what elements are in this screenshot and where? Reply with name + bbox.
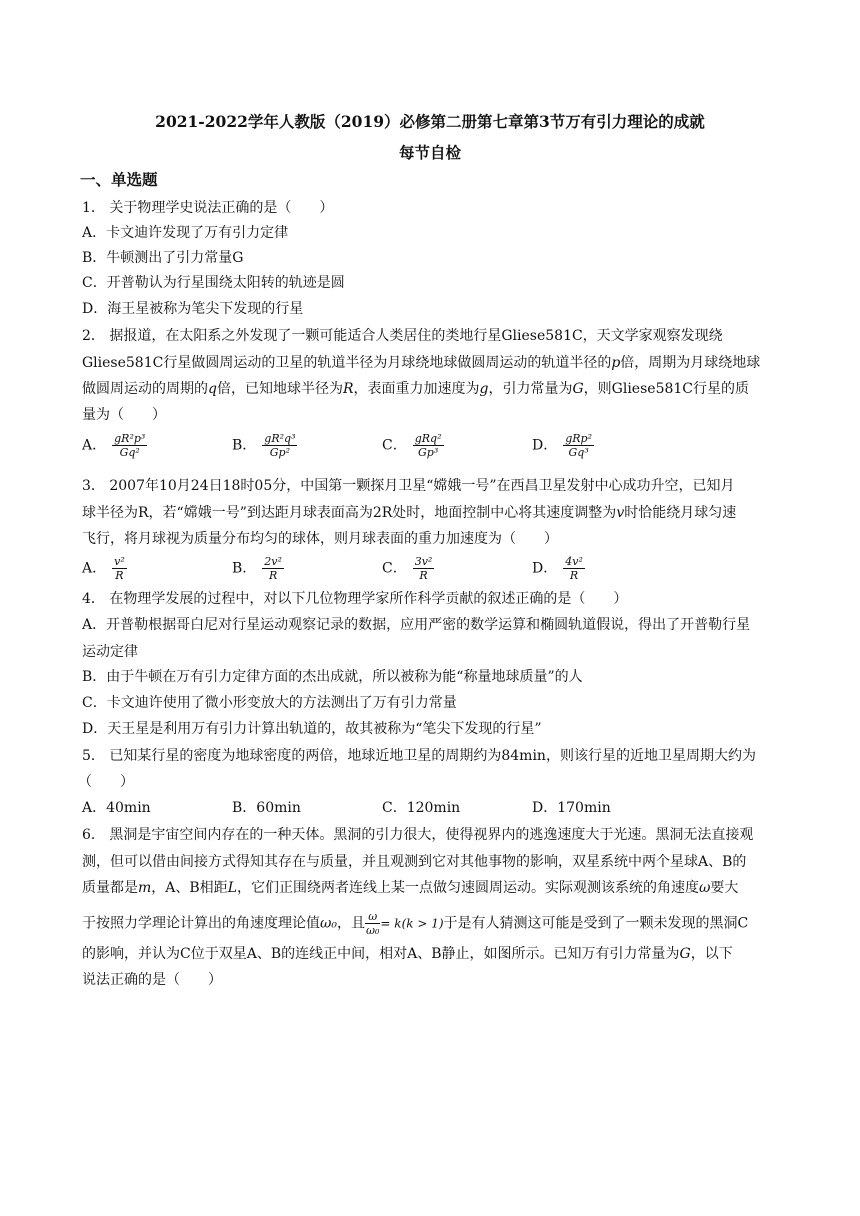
q5-line-2: （ ） <box>78 774 134 790</box>
q2-line-3: 做圆周运动的周期的q倍，已知地球半径为R，表面重力加速度为g，引力常量为G，则Gliese581C行星的质 <box>82 381 749 397</box>
q6-line-3: 质量都是m，A、B相距L，它们正围绕两者连线上某一点做匀速圆周运动。实际观测该系统的角速度ω要大 <box>82 880 739 896</box>
q5-option-d: D．170min <box>532 800 611 816</box>
q3-line-2: 球半径为R，若“嫦娥一号”到达距月球表面高为2R处时，地面控制中心将其速度调整为v时恰能绕月球匀速 <box>82 505 737 521</box>
q6-omega-ratio: $\frac{\omega}{\text{ω₀}}$ <box>366 910 380 937</box>
q1-option-a: A．卡文迪许发现了万有引力定律 <box>82 225 289 241</box>
q3-line-3: 飞行，将月球视为质量分布均匀的球体，则月球表面的重力加速度为（ ） <box>82 531 558 547</box>
q2-option-d: D． $\frac{\text{gRp²}}{\text{Gq³}}$ <box>532 432 593 459</box>
q3-option-c: C． $\frac{\text{3v²}}{R}$ <box>382 555 433 582</box>
q2-option-c: C． $\frac{\text{gRq²}}{\text{Gp³}}$ <box>382 432 442 459</box>
q5-option-c: C．120min <box>382 800 461 816</box>
q5-option-b: B．60min <box>232 800 301 816</box>
q2-option-a: A． $\frac{\text{gR²p³}}{\text{Gq²}}$ <box>82 432 146 459</box>
document-title: 2021-2022学年人教版（2019）必修第二册第七章第3节万有引力理论的成就 <box>155 112 705 131</box>
q1-option-c: C．开普勒认为行星围绕太阳转的轨迹是圆 <box>82 275 345 291</box>
q1-option-b: B．牛顿测出了引力常量G <box>82 250 244 266</box>
q5-option-a: A．40min <box>82 800 151 816</box>
q3-option-b: B． $\frac{\text{2v²}}{R}$ <box>232 555 282 582</box>
q6-line-4: 于按照力学理论计算出的角速度理论值ω₀，且 $\frac{\omega}{\text{ω₀}}$ = k(k > 1)于是有人猜测这可能是受到了一颗未发现的黑洞C <box>82 910 749 937</box>
q4-option-b: B．由于牛顿在万有引力定律方面的杰出成就，所以被称为能“称量地球质量”的人 <box>82 669 583 685</box>
q6-line-2: 测，但可以借由间接方式得知其存在与质量，并且观测到它对其他事物的影响，双星系统中两个星球A、B的 <box>82 854 747 870</box>
q2-var-p: p <box>611 355 621 371</box>
q4-option-a-line-2: 运动定律 <box>82 644 138 660</box>
q2-line-1: 2． 据报道，在太阳系之外发现了一颗可能适合人类居住的类地行星Gliese581C，天文学家观察发现绕 <box>82 328 723 344</box>
q6-line-6: 说法正确的是（ ） <box>82 972 222 988</box>
q3-option-d: D． $\frac{\text{4v²}}{R}$ <box>532 555 583 582</box>
q2-line-4: 量为（ ） <box>82 407 166 423</box>
q4-option-d: D．天王星是利用万有引力计算出轨道的，故其被称为“笔尖下发现的行星” <box>82 721 542 737</box>
q2-line-2: Gliese581C行星做圆周运动的卫星的轨道半径为月球绕地球做圆周运动的轨道半径的p倍，周期为月球绕地球 <box>82 355 761 371</box>
q3-option-a: A． $\frac{\text{v²}}{R}$ <box>82 555 125 582</box>
section-heading: 一、单选题 <box>80 170 158 189</box>
document-subtitle: 每节自检 <box>398 143 461 162</box>
q6-line-5: 的影响，并认为C位于双星A、B的连线正中间，相对A、B静止，如图所示。已知万有引力常量为G，以下 <box>82 946 733 962</box>
q4-option-c: C．卡文迪许使用了微小形变放大的方法测出了万有引力常量 <box>82 695 457 711</box>
q4-stem: 4． 在物理学发展的过程中，对以下几位物理学家所作科学贡献的叙述正确的是（ ） <box>82 591 628 607</box>
q1-option-d: D．海王星被称为笔尖下发现的行星 <box>82 301 304 317</box>
q4-option-a-line-1: A．开普勒根据哥白尼对行星运动观察记录的数据，应用严密的数学运算和椭圆轨道假说，得出了开普勒行星 <box>82 617 751 633</box>
q3-line-1: 3． 2007年10月24日18时05分，中国第一颗探月卫星“嫦娥一号”在西昌卫星发射中心成功升空，已知月 <box>82 478 735 494</box>
q1-stem: 1． 关于物理学史说法正确的是（ ） <box>82 200 334 216</box>
q2-option-b: B． $\frac{\text{gR²q³}}{\text{Gp²}}$ <box>232 432 296 459</box>
q5-line-1: 5． 已知某行星的密度为地球密度的两倍，地球近地卫星的周期约为84min，则该行星的近地卫星周期大约为 <box>82 748 756 764</box>
q6-line-1: 6． 黑洞是宇宙空间内存在的一种天体。黑洞的引力很大，使得视界内的逃逸速度大于光速。黑洞无法直接观 <box>82 827 754 843</box>
